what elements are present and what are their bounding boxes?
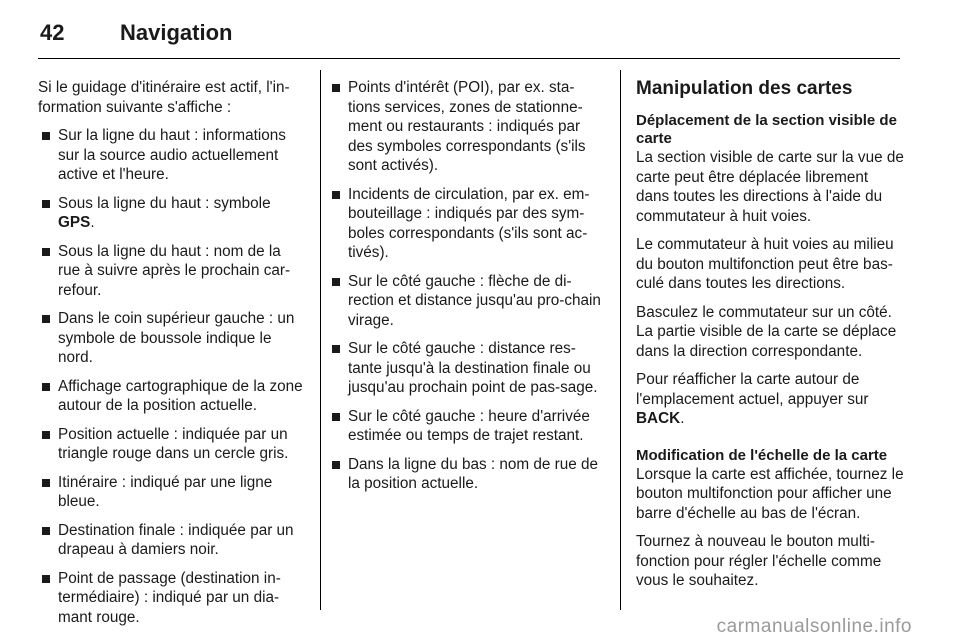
bullet-list xyxy=(328,78,602,494)
square-bullet-icon xyxy=(332,191,340,199)
list-item: Itinéraire : indiqué par une ligne bleue. xyxy=(38,473,304,512)
back-label: BACK xyxy=(636,410,681,427)
square-bullet-icon xyxy=(332,278,340,286)
header-rule xyxy=(38,58,900,59)
list-item: Sous la ligne du haut : symbole GPS. xyxy=(38,194,304,233)
list-item: Sous la ligne du haut : nom de la rue à suivre après le prochain car-refour. xyxy=(38,242,304,301)
watermark: carmanualsonline.info xyxy=(716,616,912,637)
square-bullet-icon xyxy=(332,345,340,353)
list-item: Dans la ligne du bas : nom de rue de la position actuelle. xyxy=(328,455,602,494)
square-bullet-icon xyxy=(42,200,50,208)
square-bullet-icon xyxy=(332,84,340,92)
square-bullet-icon xyxy=(42,575,50,583)
column-divider xyxy=(620,70,621,610)
section-title: Manipulation des cartes xyxy=(636,78,853,99)
list-item: Point de passage (destination in-termédiaire) : indiqué par un dia-mant rouge. xyxy=(38,569,304,628)
list-item: Points d'intérêt (POI), par ex. sta-tions services, zones de stationne-ment ou restaurants : indiqués par des symboles correspondants (s'ils sont activés). xyxy=(328,78,602,176)
intro-paragraph: Si le guidage d'itinéraire est actif, l'in-formation suivante s'affiche : xyxy=(38,79,290,116)
paragraph: La section visible de carte sur la vue de carte peut être déplacée librement dans toutes les directions à l'aide du commutateur à huit voies. xyxy=(636,149,904,225)
column-1 xyxy=(38,78,304,636)
column-3 xyxy=(636,78,904,600)
square-bullet-icon xyxy=(332,413,340,421)
list-item: Sur la ligne du haut : informations sur la source audio actuellement active et l'heure. xyxy=(38,126,304,185)
list-item: Position actuelle : indiquée par un triangle rouge dans un cercle gris. xyxy=(38,425,304,464)
list-item: Sur le côté gauche : heure d'arrivée estimée ou temps de trajet restant. xyxy=(328,407,602,446)
square-bullet-icon xyxy=(42,248,50,256)
page-header xyxy=(40,18,232,48)
square-bullet-icon xyxy=(42,431,50,439)
square-bullet-icon xyxy=(42,383,50,391)
list-item: Dans le coin supérieur gauche : un symbole de boussole indique le nord. xyxy=(38,309,304,368)
page-number: 42 xyxy=(40,20,65,45)
list-item: Sur le côté gauche : flèche de di-rection et distance jusqu'au pro-chain virage. xyxy=(328,272,602,331)
gps-label: GPS xyxy=(58,214,91,231)
paragraph: Lorsque la carte est affichée, tournez le bouton multifonction pour afficher une barre d'échelle au bas de l'écran. xyxy=(636,465,904,522)
paragraph: Tournez à nouveau le bouton multi-fonction pour régler l'échelle comme vous le souhaitez. xyxy=(636,533,882,589)
column-2 xyxy=(328,78,602,503)
page-title: Navigation xyxy=(120,20,233,45)
list-item: Destination finale : indiquée par un drapeau à damiers noir. xyxy=(38,521,304,560)
bullet-list xyxy=(38,126,304,627)
square-bullet-icon xyxy=(42,315,50,323)
paragraph: Pour réafficher la carte autour de l'emplacement actuel, appuyer sur BACK. xyxy=(636,371,869,427)
list-item: Affichage cartographique de la zone autour de la position actuelle. xyxy=(38,377,304,416)
paragraph: Basculez le commutateur sur un côté. La partie visible de la carte se déplace dans la direction correspondante. xyxy=(636,303,897,360)
subsection-heading: Déplacement de la section visible de carte xyxy=(636,112,897,147)
column-divider xyxy=(320,70,321,610)
paragraph: Le commutateur à huit voies au milieu du bouton multifonction peut être bas-culé dans toutes les directions. xyxy=(636,236,894,292)
list-item: Incidents de circulation, par ex. em-bouteillage : indiqués par des sym-boles correspondants (s'ils sont ac-tivés). xyxy=(328,185,602,263)
square-bullet-icon xyxy=(42,527,50,535)
subsection-heading: Modification de l'échelle de la carte xyxy=(636,446,888,464)
square-bullet-icon xyxy=(332,461,340,469)
square-bullet-icon xyxy=(42,132,50,140)
square-bullet-icon xyxy=(42,479,50,487)
list-item: Sur le côté gauche : distance res-tante jusqu'à la destination finale ou jusqu'au prochain point de pas-sage. xyxy=(328,339,602,398)
